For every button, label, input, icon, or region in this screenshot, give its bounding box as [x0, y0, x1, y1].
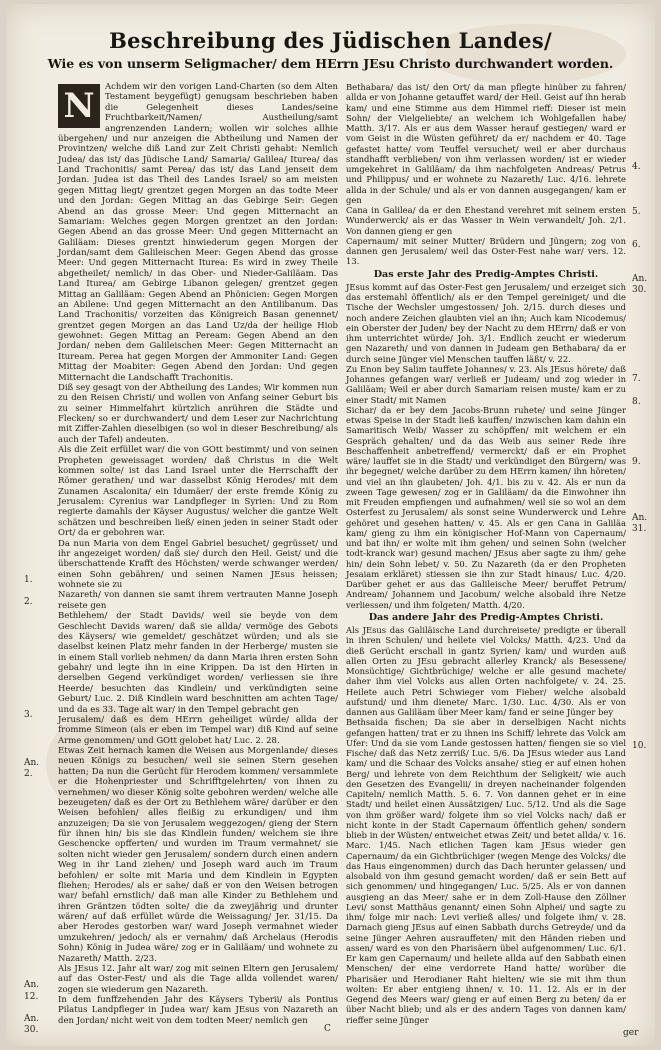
paragraph: Sichar/ da er bey dem Jacobs-Brunn ruhete/ und seine Jünger etwas Speise in der Stadt ließ kauffen/ inzwischen kam dahin ein Samaritisch Weib/ Wasser zu schöpffen/ mit welchem er ein Gespräch gehalten/ und da das Weib aus seiner Rede ihre Beschaffenheit anbetreffend/ vermerckt/ daß er ein Prophet wäre/ lauffet sie in die Stadt/ und verkündiget den Bürgern/ was ihr begegnet/ welche darüber zu dem HErrn kamen/ ihn höreten/ und viel an ihn glaubeten/ Joh. 4/1. bis zu v. 42. Als er nun da zween Tage gewesen/ zog er in Galiläam/ da die Einwohner ihn mit Freuden empfiengen und aufnahmen/ weil sie so wol an dem Osterfest zu Jerusalem/ als sonst seine Wunderwerck und Lehre gehöret und gesehen hatten/ v. 45. Als er gen Cana in Galiläa kam/ gieng zu ihm ein königischer Hof-Mann von Capernaum/ und bat ihn/ er wolte mit ihm gehen/ und seinen Sohn (welcher todt-kranck war) gesund machen/ JEsus aber sagte zu ihm/ gehe hin/ dein Sohn lebet/ v. 50. Zu Nazareth (da er den Propheten Jesaiam erkläret) stiessen sie ihn zur Stadt hinaus/ Luc. 4/20. Darüber gehet er aus das Galileische Meer/ beruffet Petrum/ Andream/ Johannem und Jacobum/ welche alsobald ihre Netze verliessen/ und ihm folgeten/ Matth. 4/20. — [346, 404, 626, 610]
paragraph: JEsus kommt auf das Oster-Fest gen Jerusalem/ und erzeiget sich das erstemahl öffentlich/ als er den Tempel gereiniget/ und die Tische der Wechsler umgestossen/ Joh. 2/15. durch dieses und noch andere Zeichen glaubten viel an ihn; Auch kam Nicodemus/ ein Oberster der Juden/ bey der Nacht zu dem HErrn/ daß er von ihm unterrichtet würde/ Joh. 3/1. Endlich zeucht er wiederum gen Nazareth/ und von dannen in Judeam gen Bethabara/ da er durch seine Jünger viel Menschen tauffen läßt/ v. 22. — [346, 281, 626, 364]
right-column — [346, 82, 626, 1025]
margin-number: 30. — [24, 1025, 39, 1035]
margin-number: 1. — [24, 575, 33, 585]
paragraph: Jerusalem/ daß es dem HErrn geheiliget würde/ allda der fromme Simeon (als er eben im Tempel war) diß Kind auf seine Arme genommen/ und GOtt gelobet hat/ Luc. 2. 28. — [58, 714, 338, 746]
paragraph: Diß sey gesagt von der Abtheilung des Landes; Wir kommen nun zu den Reisen Christi/ und wollen von Anfang seiner Geburt bis zu seiner Himmelfahrt kürtzlich anrühren die Städte und Flecken/ so er durchwandert/ und dem Leser zur Nachrichtung mit Ziffer-Zahlen dieselbigen (so wol in dieser Beschreibung/ als auch der Tafel) andeuten. — [58, 382, 338, 445]
paragraph: Zu Enon bey Salim tauffete Johannes/ v. 23. Als JEsus hörete/ daß Johannes gefangen war/ verließ er Judeam/ und zog wieder in Galiläam; Weil er aber durch Samariam reisen muste/ kam er zu einer Stadt/ mit Namen — [346, 363, 626, 405]
paragraph: Als JEsus 12. Jahr alt war/ zog mit seinen Eltern gen Jerusalem/ auf das Oster-Fest/ und als die Tage allda vollendet waren/ zogen sie wiederum gen Nazareth. — [58, 963, 338, 995]
margin-number: 10. — [632, 741, 647, 751]
paragraph: Als die Zeit erfüllet war/ die von GOtt bestimmt/ und von seinen Propheten geweissaget worden/ daß Christus in die Welt kommen solte/ ist das Land Israel unter die Herrschafft der Römer gerathen/ und war dasselbst König Herodes/ mit dem Zunamen Ascalonita/ ein Idumäer/ der erste fremde König zu Jerusalem: Cyrenius war Landpfleger in Syrien: Und zu Rom regierte damahls der Käyser Augustus/ welcher die gantze Welt schätzen und beschreiben ließ/ einen jeden in seiner Stadt oder Ort/ da er gebohren war. — [58, 445, 338, 539]
page-subtitle: Wie es von unserm Seligmacher/ dem HErrn JEsu Christo durchwandert worden. — [47, 56, 614, 71]
left-column — [58, 82, 338, 1026]
signature-mark: C — [324, 1024, 331, 1034]
margin-number: 8. — [632, 397, 641, 407]
paragraph: Bethsaida fischen; Da sie aber in derselbigen Nacht nichts gefangen hatten/ trat er zu ihnen ins Schiff/ lehrete das Volck am Ufer: Und da sie vom Lande gestossen hatten/ fiengen sie so viel Fische/ daß das Netz zerriß/ Luc. 5/6. Da JEsus wieder aus Land kam/ und die Schaar des Volcks ansahe/ stieg er auf einen hohen Berg/ und lehrete von dem Reichthum der Seligkeit/ wie auch den Gesetzen des Evangelii/ in dreyen nacheinander folgenden Capiteln/ nemlich Matth. 5. 6. 7. Von dannen gehet er in eine Stadt/ und heilet einen Aussätzigen/ Luc. 5/12. Und als die Sage von ihm größer ward/ folgete ihm so viel Volcks nach/ daß er nicht konte in der Stadt Capernaum öffentlich gehen/ sondern blieb in der Wüsten/ entweichet etwas Zeit/ und betet allda/ v. 16. Marc. 1/45. Nach etlichen Tagen kam JEsus wieder gen Capernaum/ da ein Gichtbrüchiger (wegen Menge des Volcks/ die das Haus eingenommen) durch das Dach herunter gelassen/ und alsobald von ihm gesund gemacht worden/ daß er sein Bett auf sich genommen/ und hingegangen/ Luc. 5/25. Als er von dannen ausgieng an das Meer/ sahe er in dem Zoll-Hause den Zöllner Levi/ sonst Matthäus genannt/ einen Sohn Alphei/ und sagte zu ihm/ folge mir nach: Levi verließ alles/ und folgete ihm/ v. 28. Darnach gieng JEsus auf einen Sabbath durchs Getreyde/ und da seine Jünger Aehren ausrauffeten/ mit den Händen rieben und assen/ ward es von den Pharisäern übel aufgenommen/ Luc. 6/1. Er kam gen Capernaum/ und heilete allda auf den Sabbath einen Menschen/ der eine verdorrete Hand hatte/ worüber die Pharisäer und Herodianer Raht hielten/ wie sie mit ihm thun wolten: Er aber entgieng ihnen/ v. 10. 11. 12. Als er in der Gegend des Meers war/ gieng er auf einen Berg zu beten/ da er über Nacht blieb; und als er des andern Tages von dannen kam/ rieffer seine Jünger — [346, 717, 626, 1025]
margin-number: An. — [24, 758, 40, 768]
margin-number: 7. — [632, 374, 641, 384]
paragraph: Achdem wir den vorigen Land-Charten (so dem Alten Testament beygefügt) genugsam beschrieben haben die Gelegenheit dieses Landes/seine Fruchtbarkeit/Namen/ Austheilung/samt angrenzenden Landern; wollen wir solches allhie übergehen/ und nur anzeigen die Abtheilung und Namen der Provintzen/ welche diß Land zur Zeit Christi gehabt: Nemlich Judea/ das ist/ das Jüdische Land/ Samaria/ Galilea/ Iturea/ das Land Trachonitis/ samt Perea/ das ist/ das Land jenseit dem Jordan. Judea ist das Theil des Landes Israel/ so am meisten gegen Mittag liegt/ grentzet gegen Morgen an das todte Meer und den Jordan: Gegen Mittag an das Gebirge Seir: Gegen Abend an das grosse Meer: Und gegen Mitternacht an Samariam: Welches gegen Morgen grentzet an den Jordan: Gegen Abend an das grosse Meer: Und gegen Mitternacht an Galiläam: Dieses grentzt hinwiederum gegen Morgen der Jordan/samt dem Galileischen Meer: Gegen Abend das grosse Meer: Und gegen Mitternacht Iturea: Es wird in zwey Theile abgetheilet/ nemlich/ in das Ober- und Nieder-Galiläam. Das Land Iturea/ am Gebirge Libanon gelegen/ grentzet gegen Mittag an Galiläam: Gegen Abend an Phönicien: Gegen Morgen an Abilene: Und gegen Mitternacht an den Antilibanum. Das Land Trachonitis/ vorzeiten das Königreich Basan genennet/ grentzet gegen Morgen an das Land Uz/da der heilige Hiob gewohnet: Gegen Mittag an Peream: Gegen Abend an den Jordan/ neben dem Galileischen Meer: Gegen Mitternacht an Ituream. Perea hat gegen Morgen der Ammoniter Land: Gegen Mittag der Moabiter: Gegen Abend den Jordan: Und gegen Mitternacht die Landschafft Trachonitis. — [58, 82, 338, 383]
margin-number: 2. — [24, 769, 33, 779]
paragraph: In dem funffzehenden Jahr des Käysers Tyberii/ als Pontius Pilatus Landpfleger in Judea war/ kam JEsus von Nazareth an den Jordan/ nicht weit von dem todten Meer/ nemlich gen — [58, 995, 338, 1026]
paragraph: Bethabara/ das ist/ den Ort/ da man pflegte hinüber zu fahren/ allda er von Johanne getauffet ward/ der Heil. Geist auf ihn herab kam/ und eine Stimme aus dem Himmel rieff: Dieser ist mein Sohn/ der Vielgeliebte/ an welchem ich Wohlgefallen habe/ Matth. 3/17. Als er aus dem Wasser herauf gestiegen/ ward er vom Geist in die Wüsten geführet/ da er/ nachdem er 40. Tage gefastet hatte/ vom Teuffel versuchet/ weil er aber durchaus standhafft verblieben/ von ihm verlassen worden/ ist er wieder umgekehret in Galiläam/ da ihm nachfolgeten Andreas/ Petrus und Philippus/ und er wohnete zu Nazareth/ Luc. 4/16. lehrete allda in der Schule/ und als er von dannen ausgegangen/ kam er gen — [346, 82, 626, 205]
margin-number: An. — [632, 274, 648, 284]
margin-number: 30. — [632, 285, 647, 295]
margin-number: An. — [24, 980, 40, 990]
paragraph: Etwas Zeit hernach kamen die Weisen aus Morgenlande/ dieses neuen Königs zu besuchen/ weil sie seinen Stern gesehen hatten; Da nun die Gerücht für Herodem kommen/ versammlete er die Hohenpriester und Schrifftgelehrten/ von ihnen zu vernehmen/ wo dieser König solte gebohren werden/ welche alle bezeugeten/ daß es der Ort zu Bethlehem wäre/ darüber er den Weisen befohlen/ alles fleißig zu erkundigen/ und ihm anzuzeigen; Da sie von Jerusalem weggezogen/ gieng der Stern für ihnen hin/ bis sie das Kindlein funden/ welchem sie ihre Geschencke opfferten/ und wurden im Traum vermahnet/ sie solten nicht wieder gen Jerusalem/ sondern durch einen andern Weg in ihr Land ziehen/ und Joseph ward auch im Traum befohlen/ er solte mit Maria und dem Kindlein in Egypten fliehen; Herodes/ als er sahe/ daß er von den Weisen betrogen war/ befahl ernstlich/ daß man alle Kinder zu Bethlehem und ihren Gräntzen tödten solte/ die da zweyjährig und drunter wären/ auf daß erfüllet würde die Weissagung/ Jer. 31/15. Da aber Herodes gestorben war/ ward Joseph vermahnet wieder umzukehren/ jedoch/ als er vernahm/ daß Archelaus (Herodis Sohn) König in Judea wäre/ zog er in Galiläam/ und wohnete zu Nazareth/ Matth. 2/23. — [58, 746, 338, 964]
paragraph: Da nun Maria von dem Engel Gabriel besuchet/ gegrüsset/ und ihr angezeiget worden/ daß sie/ durch den Heil. Geist/ und die überschattende Krafft des Höchsten/ werde schwanger werden/ einen Sohn gebähren/ und seinen Namen JEsus heissen; wohnete sie zu — [58, 538, 338, 590]
page-title: Beschreibung des Jüdischen Landes/ — [109, 28, 552, 53]
paragraph: Capernaum/ mit seiner Mutter/ Brüdern und Jüngern; zog von dannen gen Jerusalem/ weil das Oster-Fest nahe war/ vers. 12. 13. — [346, 235, 626, 267]
section-heading: Das andere Jahr des Predig-Amptes Christi. — [368, 611, 604, 623]
paragraph: Nazareth/ von dannen sie samt ihrem vertrauten Manne Joseph reisete gen — [58, 590, 338, 611]
margin-number: 5. — [632, 207, 641, 217]
margin-number: 31. — [632, 524, 647, 534]
margin-number: 3. — [24, 710, 33, 720]
margin-number: An. — [632, 513, 648, 523]
margin-number: 2. — [24, 597, 33, 607]
paragraph: Bethlehem/ der Stadt Davids/ weil sie beyde von dem Geschlecht Davids waren/ daß sie allda/ vermöge des Gebots des Käysers/ wie gemeldet/ geschätzet würden; und als sie daselbst keinen Platz mehr fanden in der Herberge/ musten sie in einem Stall vorlieb nehmen/ da dann Maria ihren ersten Sohn gebahr/ und legte ihn in eine Krippen. Da ist den Hirten in derselben Gegend verkündiget worden/ verliessen sie ihre Heerde/ besuchten das Kindlein/ und verkündigten seine Geburt/ Luc. 2. Diß Kindlein ward beschnitten am achten Tage/ und da es 33. Tage alt war/ in den Tempel gebracht gen — [58, 611, 338, 715]
paragraph: Cana in Galilea/ da er den Ehestand verehret mit seinem ersten Wunderwerck/ als er das Wasser in Wein verwandelt/ Joh. 2/1. Von dannen gieng er gen — [346, 205, 626, 236]
margin-number: 6. — [632, 240, 641, 250]
section-heading: Das erste Jahr des Predig-Amptes Christi. — [373, 268, 599, 280]
catchword: ger — [623, 1028, 639, 1038]
margin-number: 4. — [632, 162, 641, 172]
drop-cap: N — [58, 84, 100, 128]
document-page — [6, 4, 655, 1046]
margin-number: An. — [24, 1014, 40, 1024]
margin-number: 12. — [24, 992, 39, 1002]
margin-number: 9. — [632, 457, 641, 467]
paragraph: Als JEsus das Galiläische Land durchreisete/ predigte er überall in ihren Schulen/ und heilete viel Volcks/ Matth. 4/23. Und da dieß Gerücht erschall in gantz Syrien/ kam/ und wurden auß allen Orten zu JEsu gebracht allerley Kranck/ als Besessene/ Monsüchtige/ Gichtbrüchige/ welche er alle gesund machete/ daher ihm viel Volcks aus allen Orten nachfolgete/ v. 24. 25. Heilete auch Petri Schwieger vom Fieber/ welche alsobald aufstund/ und ihm dienete/ Marc. 1/30. Luc. 4/30. Als er von dannen aus Galiläam über Meer kam/ fand er seine Jünger bey — [346, 625, 626, 717]
